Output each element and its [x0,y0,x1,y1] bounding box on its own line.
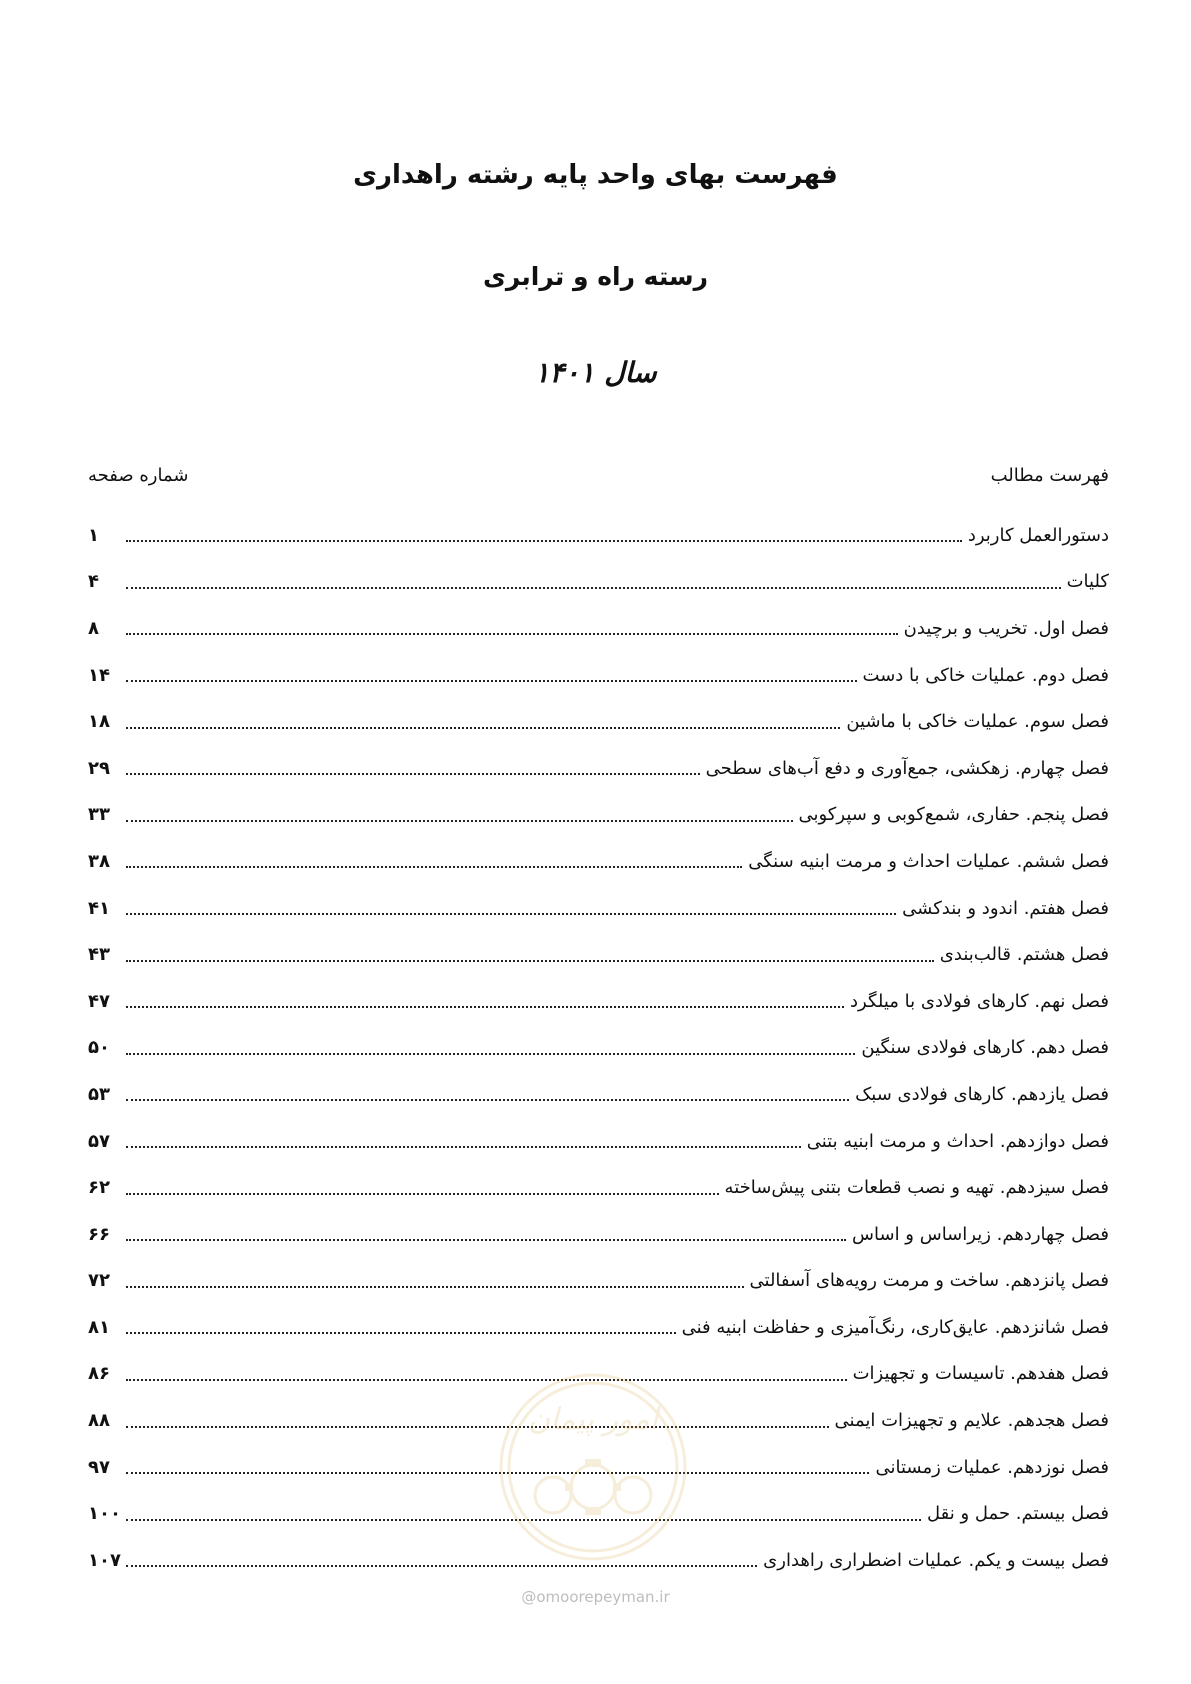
dot-leader [126,913,896,915]
watermark-url: @omoorepeyman.ir [521,1588,670,1606]
toc-entry-page: ۴۱ [88,897,110,919]
toc-entry-title: دستورالعمل کاربرد [967,524,1109,546]
toc-entry-page: ۵۰ [88,1037,110,1059]
toc-entry [88,1211,1109,1258]
dot-leader [126,1379,847,1381]
toc-entry-title: فصل شانزدهم. عایق‌کاری، رنگ‌آمیزی و حفاظت ابنیه فنی [681,1316,1109,1338]
toc-entry [88,512,1109,559]
toc-entry-title: فصل چهارم. زهکشی، جمع‌آوری و دفع آب‌های سطحی [705,757,1109,779]
document-title: فهرست بهای واحد پایه رشته راهداری [353,160,838,190]
toc-entry [88,792,1109,839]
toc-entry [88,605,1109,652]
toc-entry-page: ۵۷ [88,1130,110,1152]
toc-entry-page: ۱۰۷ [88,1549,121,1571]
toc-entry-title: فصل هفتم. اندود و بندکشی [902,897,1109,919]
toc-entry-title: فصل نوزدهم. عملیات زمستانی [875,1456,1109,1478]
dot-leader [126,1146,801,1148]
toc-entry [88,885,1109,932]
toc-entry [88,838,1109,885]
toc-entry-title: فصل هشتم. قالب‌بندی [939,944,1109,966]
toc-entry-title: فصل چهاردهم. زیراساس و اساس [852,1223,1109,1245]
toc-entry-page: ۴۷ [88,990,110,1012]
dot-leader [126,727,840,729]
watermark-logo-text: امور پیمان [528,1402,658,1437]
toc-entry-page: ۶۲ [88,1177,110,1199]
toc-entry-page: ۳۸ [88,850,110,872]
dot-leader [126,1006,844,1008]
dot-leader [126,1053,855,1055]
toc-entry-page: ۳۳ [88,804,110,826]
toc-entry-page: ۲۹ [88,757,110,779]
toc-entry [88,1164,1109,1211]
toc-entry-page: ۹۷ [88,1456,110,1478]
dot-leader [126,960,934,962]
page-number-column-label: شماره صفحه [88,464,189,486]
toc-entry-title: فصل پانزدهم. ساخت و مرمت رویه‌های آسفالتی [749,1270,1109,1292]
toc-entry-title: فصل پنجم. حفاری، شمع‌کوبی و سپرکوبی [798,804,1109,826]
toc-entry-page: ۴ [88,571,99,593]
toc-entry-title: فصل دهم. کارهای فولادی سنگین [861,1037,1109,1059]
toc-entry [88,1025,1109,1072]
dot-leader [126,1332,676,1334]
dot-leader [126,1193,719,1195]
toc-entry-title: فصل دوازدهم. احداث و مرمت ابنیه بتنی [806,1130,1109,1152]
toc-entry-title: فصل نهم. کارهای فولادی با میلگرد [850,990,1109,1012]
dot-leader [126,587,1061,589]
toc-entry-page: ۴۳ [88,944,110,966]
dot-leader [126,773,700,775]
toc-entry [88,745,1109,792]
toc-entry-page: ۷۲ [88,1270,110,1292]
dot-leader [126,1286,744,1288]
toc-entry-title: فصل هفدهم. تاسیسات و تجهیزات [852,1363,1109,1385]
toc-entry-title: کلیات [1066,571,1109,593]
dot-leader [126,540,962,542]
toc-header-row [88,460,1109,490]
toc-entry-page: ۶۶ [88,1223,110,1245]
toc-entry-title: فصل هجدهم. علایم و تجهیزات ایمنی [834,1410,1109,1432]
dot-leader [126,680,857,682]
toc-entry [88,652,1109,699]
toc-entry-title: فصل دوم. عملیات خاکی با دست [862,664,1109,686]
dot-leader [126,633,898,635]
toc-entry [88,931,1109,978]
toc-entry-page: ۸ [88,617,99,639]
watermark-logo [493,1367,693,1567]
toc-entry-page: ۵۳ [88,1083,110,1105]
toc-entry-page: ۱ [88,524,99,546]
toc-entry [88,698,1109,745]
dot-leader [126,1426,829,1428]
toc-entry-page: ۸۱ [88,1316,110,1338]
toc-entry-title: فصل اول. تخریب و برچیدن [903,617,1109,639]
toc-entry [88,559,1109,606]
dot-leader [126,1099,849,1101]
toc-entry [88,1258,1109,1305]
toc-entry-page: ۱۴ [88,664,110,686]
toc-entry-title: فصل سیزدهم. تهیه و نصب قطعات بتنی پیش‌ساخته [724,1177,1109,1199]
dot-leader [126,1239,846,1241]
toc-entry-page: ۸۶ [88,1363,110,1385]
toc-entry-page: ۸۸ [88,1410,110,1432]
toc-entry-title: فصل بیستم. حمل و نقل [927,1503,1109,1525]
toc-entry [88,1304,1109,1351]
dot-leader [126,866,742,868]
toc-entry-title: فصل بیست و یکم. عملیات اضطراری راهداری [763,1549,1109,1571]
contents-column-label: فهرست مطالب [990,464,1109,486]
toc-entry [88,1118,1109,1165]
toc-entry [88,978,1109,1025]
toc-entry [88,1071,1109,1118]
document-year: سال ۱۴۰۱ [534,356,657,389]
toc-entry-page: ۱۰۰ [88,1503,121,1525]
document-subtitle: رسته راه و ترابری [482,262,709,291]
toc-entry-page: ۱۸ [88,711,110,733]
toc-entry-title: فصل یازدهم. کارهای فولادی سبک [855,1083,1109,1105]
toc-entry-title: فصل سوم. عملیات خاکی با ماشین [846,711,1109,733]
toc-entry-title: فصل ششم. عملیات احداث و مرمت ابنیه سنگی [748,850,1109,872]
dot-leader [126,820,793,822]
